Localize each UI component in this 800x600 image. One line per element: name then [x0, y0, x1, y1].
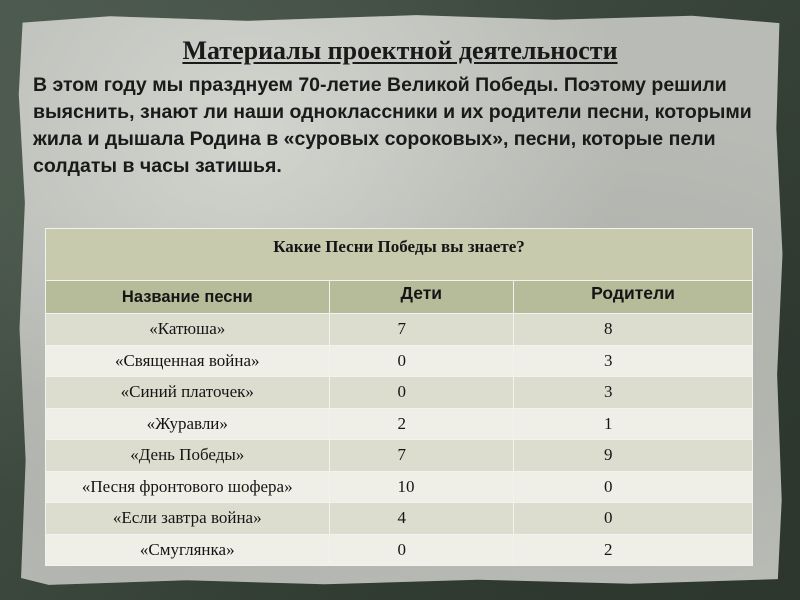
children-count-cell: 0: [329, 377, 514, 409]
header-song-name: Название песни: [46, 281, 330, 314]
table-row: [46, 503, 753, 535]
table-header-row: [46, 281, 753, 314]
parents-count-cell: 8: [514, 314, 753, 346]
intro-paragraph: В этом году мы празднуем 70-летие Великой Победы. Поэтому решили выяснить, знают ли наши одноклассники и их родители песни, которыми жила и дышала Родина в «суровых сороковых», песни, которые пели солдаты в часы затишья.: [33, 74, 752, 177]
song-name-cell: «День Победы»: [46, 440, 330, 472]
song-name-cell: «Песня фронтового шофера»: [46, 471, 330, 503]
songs-table: [45, 228, 753, 566]
parents-count-cell: 0: [514, 471, 753, 503]
table-row: [46, 471, 753, 503]
song-name-cell: «Катюша»: [46, 314, 330, 346]
header-parents: Родители: [514, 281, 753, 314]
children-count-cell: 0: [329, 345, 514, 377]
header-children: Дети: [329, 281, 514, 314]
children-count-cell: 0: [329, 534, 514, 566]
children-count-cell: 7: [329, 440, 514, 472]
children-count-cell: 2: [329, 408, 514, 440]
parents-count-cell: 9: [514, 440, 753, 472]
song-name-cell: «Священная война»: [46, 345, 330, 377]
parents-count-cell: 3: [514, 345, 753, 377]
children-count-cell: 4: [329, 503, 514, 535]
children-count-cell: 10: [329, 471, 514, 503]
parents-count-cell: 2: [514, 534, 753, 566]
table-row: [46, 345, 753, 377]
song-name-cell: «Синий платочек»: [46, 377, 330, 409]
song-name-cell: «Смуглянка»: [46, 534, 330, 566]
children-count-cell: 7: [329, 314, 514, 346]
parents-count-cell: 0: [514, 503, 753, 535]
table-caption: Какие Песни Победы вы знаете?: [46, 229, 753, 281]
table-row: [46, 377, 753, 409]
song-name-cell: «Если завтра война»: [46, 503, 330, 535]
song-name-cell: «Журавли»: [46, 408, 330, 440]
parents-count-cell: 3: [514, 377, 753, 409]
table-row: [46, 314, 753, 346]
table-caption-row: [46, 229, 753, 281]
parents-count-cell: 1: [514, 408, 753, 440]
slide-title: Материалы проектной деятельности: [182, 36, 618, 65]
table-row: [46, 408, 753, 440]
table-row: [46, 440, 753, 472]
table-row: [46, 534, 753, 566]
